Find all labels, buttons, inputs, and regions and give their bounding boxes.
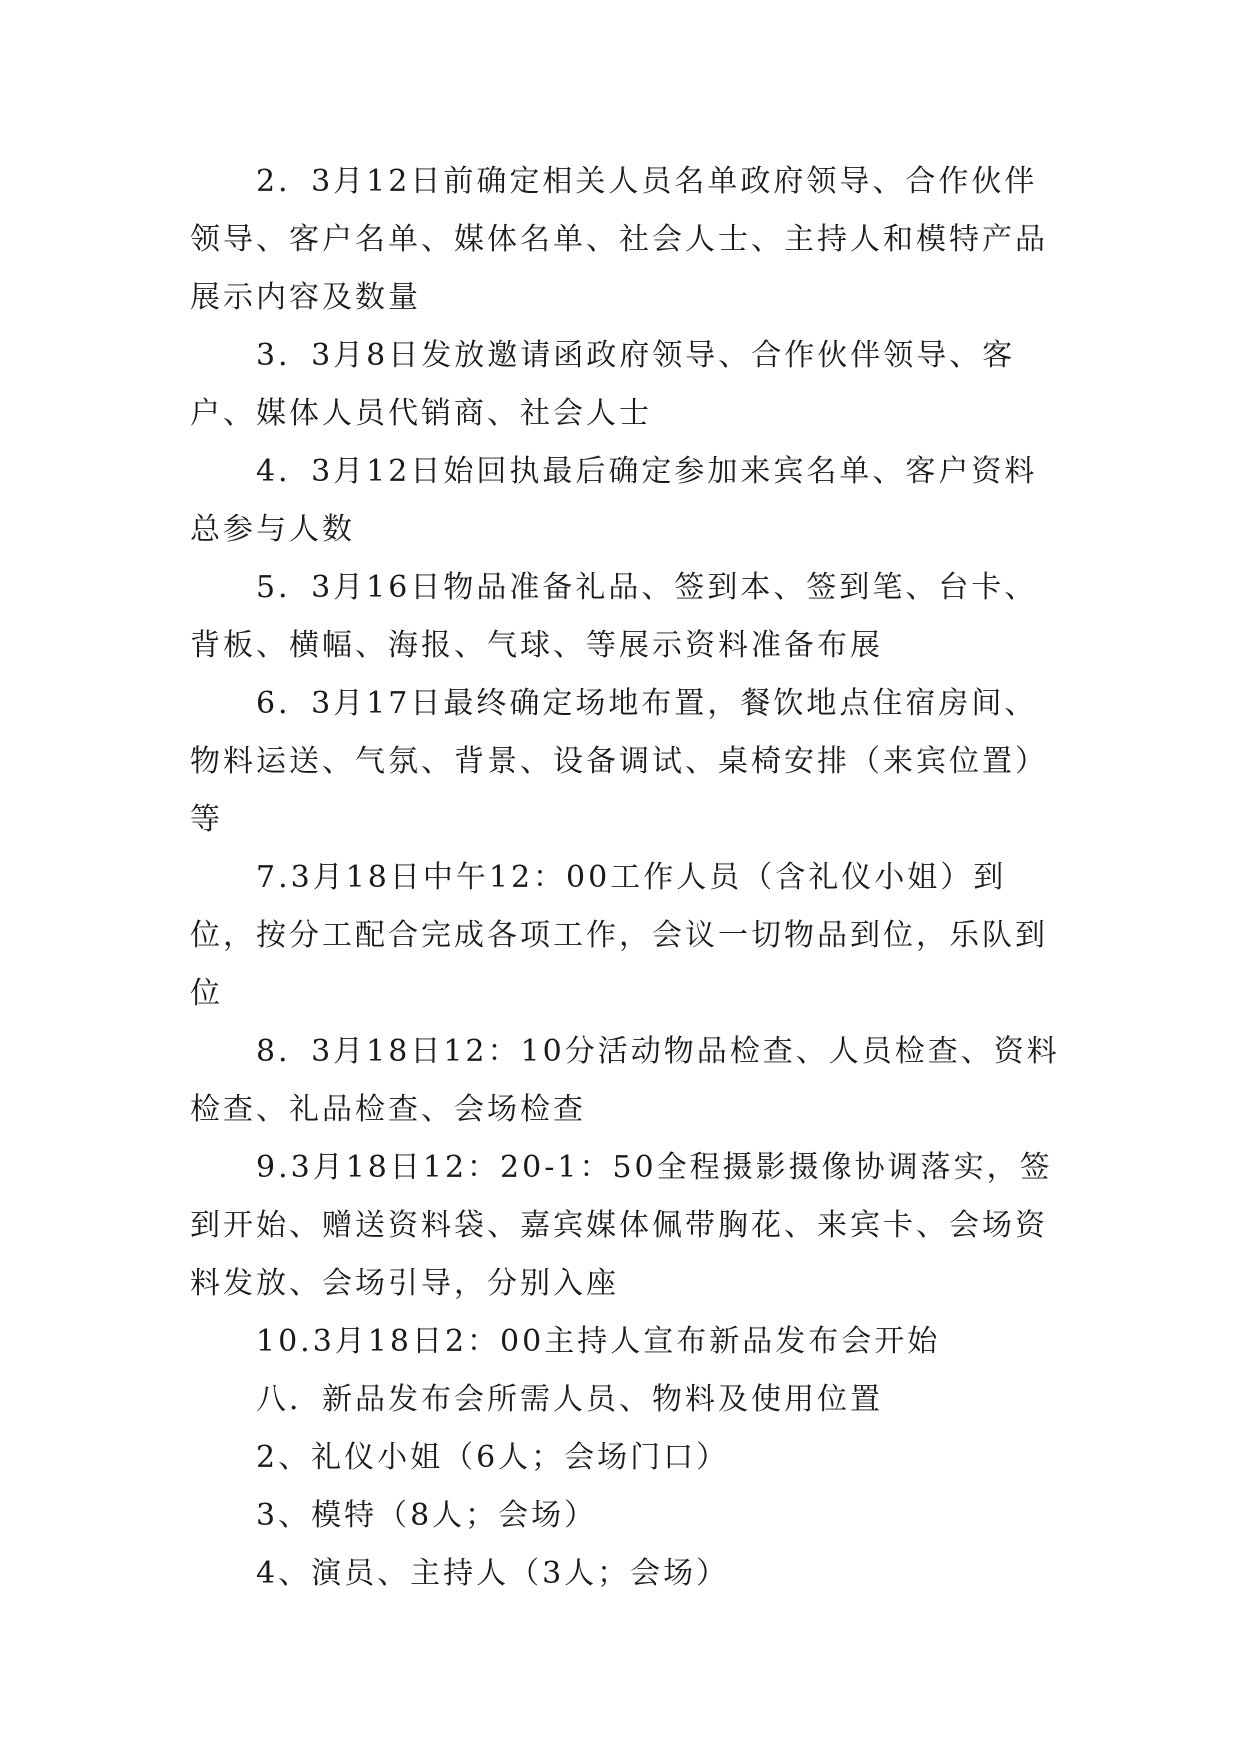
paragraph-item-7: 7.3月18日中午12：00工作人员（含礼仪小姐）到位，按分工配合完成各项工作，会议一切物品到位，乐队到位 (190, 860, 1048, 1011)
list-item-performers-hosts: 4、演员、主持人（3人；会场） (256, 1556, 730, 1591)
paragraph-item-8: 8．3月18日12：10分活动物品检查、人员检查、资料检查、礼品检查、会场检查 (190, 1034, 1060, 1127)
paragraph-item-10: 10.3月18日2：00主持人宣布新品发布会开始 (256, 1324, 941, 1359)
paragraph-item-4: 4．3月12日始回执最后确定参加来宾名单、客户资料总参与人数 (190, 454, 1038, 547)
paragraph-item-5: 5．3月16日物品准备礼品、签到本、签到笔、台卡、背板、横幅、海报、气球、等展示资料准备布展 (190, 570, 1038, 663)
document-body (190, 153, 1070, 1603)
paragraph-item-3: 3．3月8日发放邀请函政府领导、合作伙伴领导、客户、媒体人员代销商、社会人士 (190, 338, 1016, 431)
list-item-models: 3、模特（8人；会场） (256, 1498, 598, 1533)
list-item-etiquette-staff: 2、礼仪小姐（6人；会场门口） (256, 1440, 730, 1475)
section-heading-eight: 八．新品发布会所需人员、物料及使用位置 (256, 1382, 883, 1417)
paragraph-item-9: 9.3月18日12：20-1：50全程摄影摄像协调落实，签到开始、赠送资料袋、嘉宾媒体佩带胸花、来宾卡、会场资料发放、会场引导，分别入座 (190, 1150, 1053, 1301)
paragraph-item-2: 2．3月12日前确定相关人员名单政府领导、合作伙伴领导、客户名单、媒体名单、社会人士、主持人和模特产品展示内容及数量 (190, 164, 1048, 315)
paragraph-item-6: 6．3月17日最终确定场地布置，餐饮地点住宿房间、物料运送、气氛、背景、设备调试、桌椅安排（来宾位置）等 (190, 686, 1048, 837)
